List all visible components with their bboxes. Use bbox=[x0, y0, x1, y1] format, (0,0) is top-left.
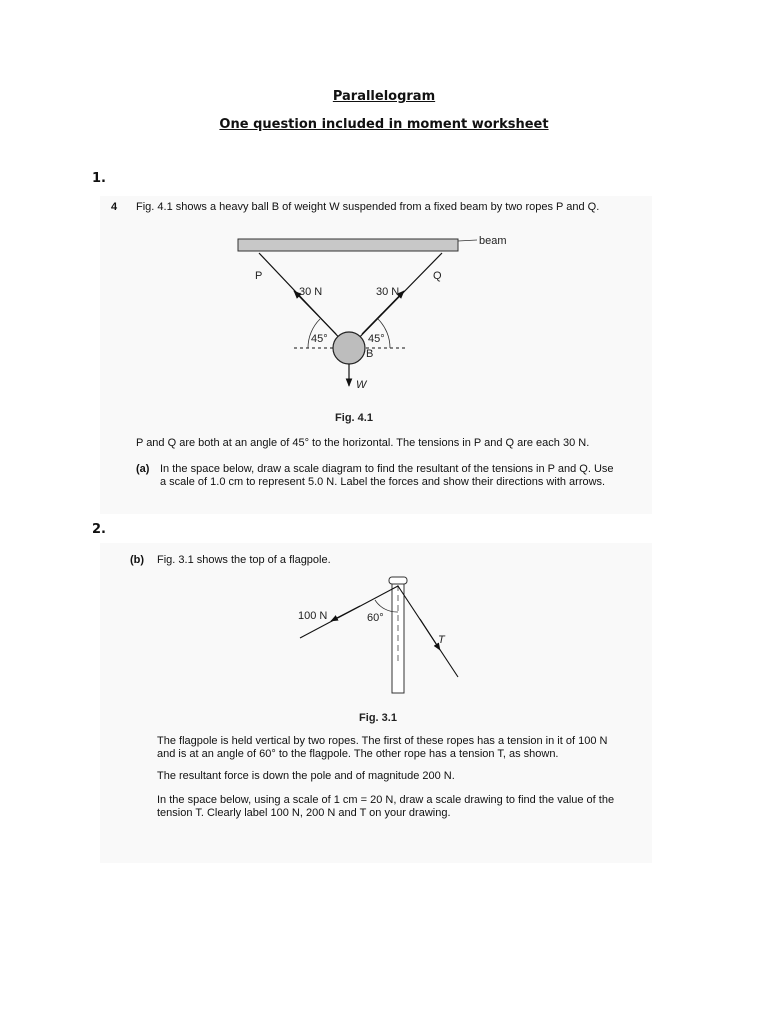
force-100n-label: 100 N bbox=[298, 610, 328, 622]
question-2-para-1-line-2: and is at an angle of 60° to the flagpole. The other rope has a tension T, as shown. bbox=[157, 748, 559, 760]
angle-left-label: 45° bbox=[311, 333, 328, 345]
angle-right-label: 45° bbox=[368, 333, 385, 345]
question-2-para-1-line-1: The flagpole is held vertical by two ropes. The first of these ropes has a tension in it of 100 N bbox=[157, 735, 608, 747]
tension-q-label: 30 N bbox=[376, 286, 400, 298]
page-title: Parallelogram bbox=[332, 89, 436, 104]
question-1-intro: Fig. 4.1 shows a heavy ball B of weight W suspended from a fixed beam by two ropes P and Q. bbox=[136, 201, 600, 213]
question-1-number: 1. bbox=[92, 171, 106, 186]
rope-p-label: P bbox=[255, 270, 263, 282]
angle-60-label: 60° bbox=[367, 612, 384, 624]
part-b-label: (b) bbox=[130, 554, 145, 566]
ball-label: B bbox=[366, 348, 374, 360]
part-b-text: Fig. 3.1 shows the top of a flagpole. bbox=[157, 554, 331, 566]
rope-q-label: Q bbox=[433, 270, 442, 282]
weight-label: W bbox=[356, 379, 367, 391]
force-100n-arrow bbox=[331, 606, 360, 621]
beam-label: beam bbox=[479, 235, 507, 247]
beam-rect bbox=[238, 239, 458, 251]
fig-4-1-caption: Fig. 4.1 bbox=[335, 412, 373, 424]
tension-t-arrow bbox=[420, 619, 440, 650]
part-a-line-1: In the space below, draw a scale diagram to find the resultant of the tensions in P and Q. Use bbox=[160, 463, 614, 475]
fig-3-1-caption: Fig. 3.1 bbox=[359, 712, 397, 724]
question-2-para-3-line-1: In the space below, using a scale of 1 cm = 20 N, draw a scale drawing to find the value of the bbox=[157, 794, 615, 806]
question-2-para-2: The resultant force is down the pole and of magnitude 200 N. bbox=[157, 770, 455, 782]
tension-t-label: T bbox=[438, 634, 445, 646]
ball-b bbox=[333, 332, 365, 364]
question-sub-number: 4 bbox=[111, 201, 118, 213]
question-2-para-3-line-2: tension T. Clearly label 100 N, 200 N and T on your drawing. bbox=[157, 807, 451, 819]
part-a-label: (a) bbox=[136, 463, 150, 475]
tension-p-label: 30 N bbox=[299, 286, 323, 298]
question-1-statement: P and Q are both at an angle of 45° to the horizontal. The tensions in P and Q are each 30 N. bbox=[136, 437, 590, 449]
beam-leader-line bbox=[458, 240, 477, 241]
part-a-line-2: a scale of 1.0 cm to represent 5.0 N. Label the forces and show their directions with arrows. bbox=[160, 476, 606, 488]
flagpole-cap bbox=[389, 577, 407, 584]
page-subtitle: One question included in moment worksheet bbox=[219, 117, 549, 132]
question-2-number: 2. bbox=[92, 522, 106, 537]
